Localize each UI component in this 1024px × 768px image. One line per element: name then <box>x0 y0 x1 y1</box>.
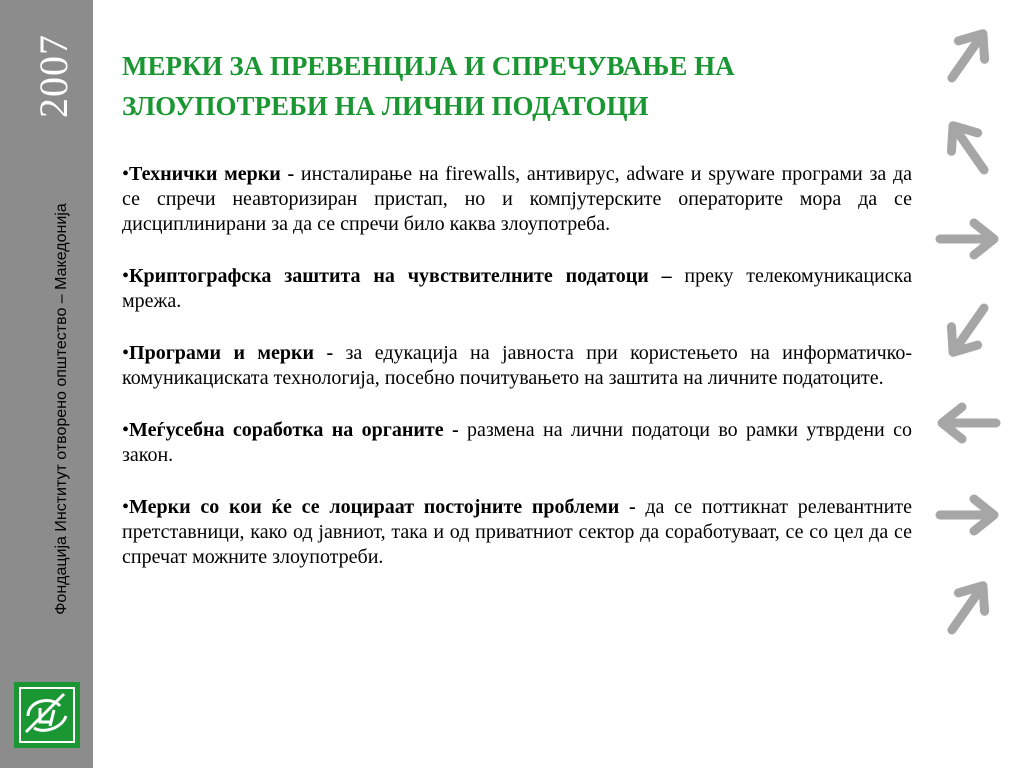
bullet-term: Криптографска заштита на чувствителните податоци – <box>129 265 672 287</box>
bullet-item <box>122 162 912 237</box>
slide-content <box>122 46 912 597</box>
organization-label: Фондација Институт отворено општество – Македонија <box>53 203 70 615</box>
bullet-text: инсталирање на firewalls, антивирус, adware и spyware програми за да се спречи неавторизиран пристап, но и компјутерските операторите мора да се дисциплинирани за да се спречи било каква злоупотреба. <box>122 163 912 235</box>
bullet-marker: • <box>122 496 130 518</box>
bullet-item <box>122 418 912 468</box>
slide-title: МЕРКИ ЗА ПРЕВЕНЦИЈА И СПРЕЧУВАЊЕ НА ЗЛОУПОТРЕБИ НА ЛИЧНИ ПОДАТОЦИ <box>122 51 735 121</box>
arrow-up-right-icon <box>928 25 1008 85</box>
bullet-marker: • <box>122 342 130 364</box>
bullet-text: да се поттикнат релевантните претставници, како од јавниот, така и од приватниот сектор да соработуваат, се со цел да се спречат можните злоупотреби. <box>122 496 913 568</box>
bullet-term: Програми и мерки - <box>129 342 334 364</box>
bullet-item <box>122 264 912 314</box>
decorative-arrows <box>928 25 1008 635</box>
bullet-item <box>122 341 912 391</box>
bullet-text: преку телекомуникациска мрежа. <box>122 265 912 312</box>
bullet-marker: • <box>122 163 130 185</box>
arrow-right-icon <box>928 209 1008 269</box>
bullet-marker: • <box>122 265 130 287</box>
bullet-item <box>122 495 912 570</box>
arrow-right-icon <box>928 485 1008 545</box>
arrow-up-right-icon <box>928 577 1008 637</box>
bullet-marker: • <box>122 419 130 441</box>
bullet-list <box>122 162 912 570</box>
bullet-term: Технички мерки - <box>129 163 295 185</box>
bullet-term: Меѓусебна соработка на органите - <box>129 419 459 441</box>
foundation-logo-icon <box>14 682 80 748</box>
year-label-box <box>31 20 77 132</box>
arrow-up-left-icon <box>928 117 1008 177</box>
year-label: 2007 <box>31 34 76 118</box>
arrow-left-icon <box>928 393 1008 453</box>
organization-label-box <box>50 150 74 668</box>
bullet-text: за едукација на јавноста при користењето на информатичко-комуникациската технологија, посебно почитувањето на заштита на личните податоците. <box>122 342 912 389</box>
sidebar <box>0 0 93 768</box>
arrow-down-left-icon <box>928 301 1008 361</box>
bullet-term: Мерки со кои ќе се лоцираат постојните проблеми - <box>129 496 636 518</box>
bullet-text: размена на лични податоци во рамки утврдени со закон. <box>122 419 912 466</box>
